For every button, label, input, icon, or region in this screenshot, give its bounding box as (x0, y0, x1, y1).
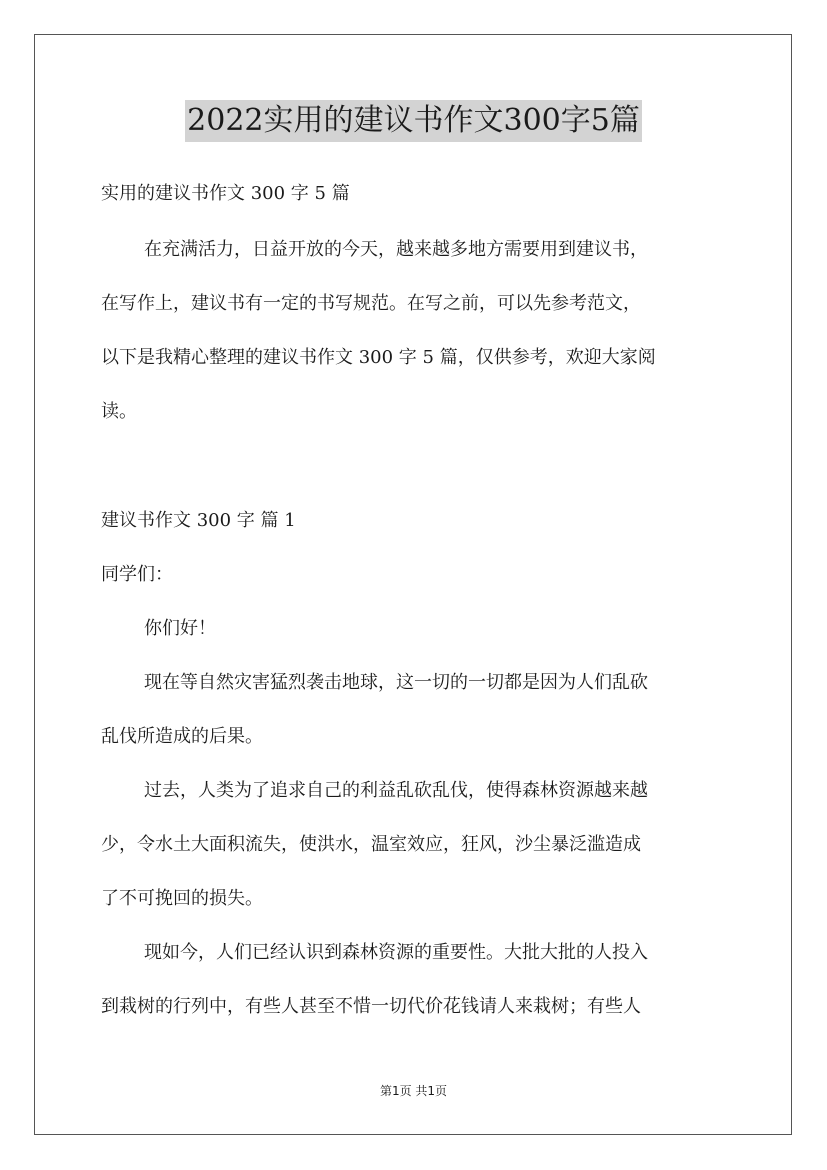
intro-line: 以下是我精心整理的建议书作文 300 字 5 篇，仅供参考，欢迎大家阅 (101, 347, 656, 368)
document-subtitle: 实用的建议书作文 300 字 5 篇 (101, 183, 350, 204)
body-line: 少，令水土大面积流失，使洪水，温室效应，狂风，沙尘暴泛滥造成 (101, 834, 641, 855)
document-title: 2022实用的建议书作文300字5篇 (185, 100, 642, 142)
page-number-footer: 第1页 共1页 (379, 1084, 448, 1098)
body-line: 现如今，人们已经认识到森林资源的重要性。大批大批的人投入 (144, 942, 648, 963)
section-heading: 建议书作文 300 字 篇 1 (101, 510, 296, 531)
body-line: 乱伐所造成的后果。 (101, 726, 263, 747)
title-block (0, 100, 827, 142)
body-line: 了不可挽回的损失。 (101, 888, 263, 909)
intro-line: 在写作上，建议书有一定的书写规范。在写之前，可以先参考范文， (101, 293, 641, 314)
body-line: 到栽树的行列中，有些人甚至不惜一切代价花钱请人来栽树；有些人 (101, 996, 641, 1017)
salutation: 同学们： (101, 564, 173, 585)
body-line: 过去，人类为了追求自己的利益乱砍乱伐，使得森林资源越来越 (144, 780, 648, 801)
greeting: 你们好！ (144, 618, 216, 639)
intro-line: 读。 (101, 401, 137, 422)
intro-line: 在充满活力，日益开放的今天，越来越多地方需要用到建议书， (144, 239, 648, 260)
body-line: 现在等自然灾害猛烈袭击地球，这一切的一切都是因为人们乱砍 (144, 672, 648, 693)
